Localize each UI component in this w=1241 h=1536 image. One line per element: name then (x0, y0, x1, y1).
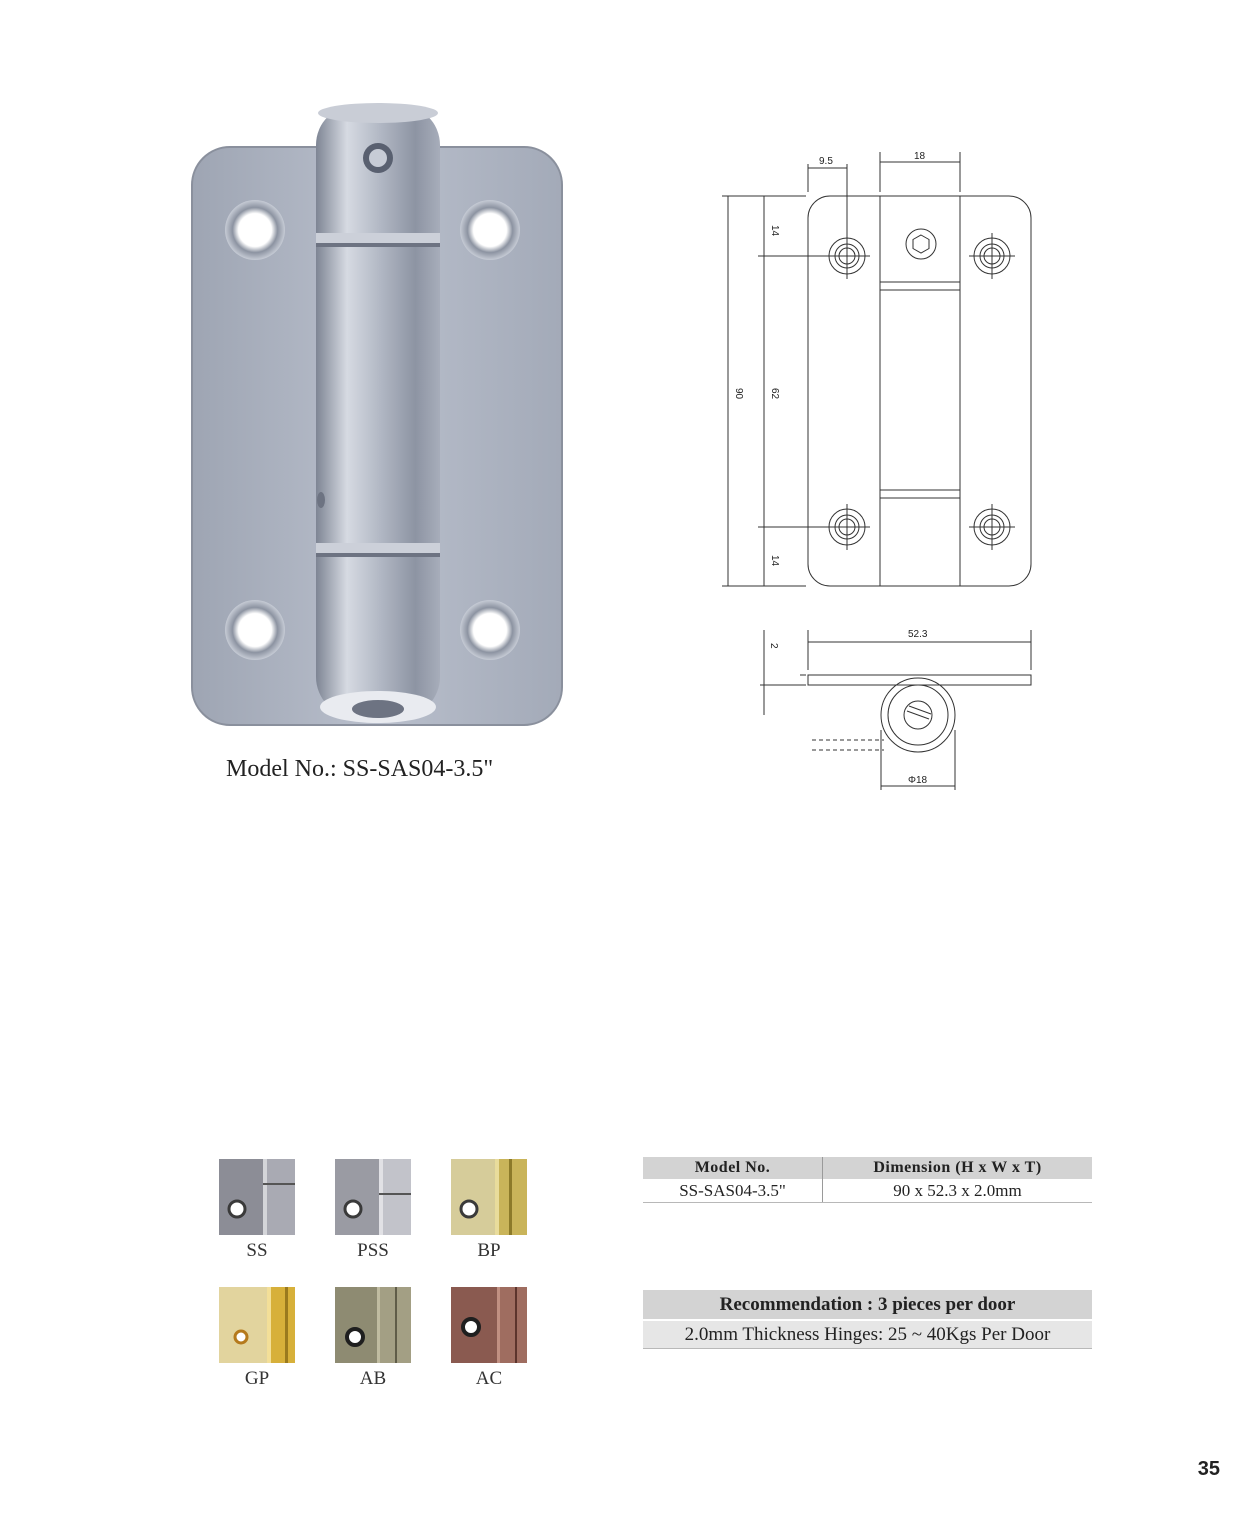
swatch-barrel (497, 1287, 527, 1363)
dim-hole-spacing: 62 (769, 388, 780, 400)
swatch-pss (335, 1159, 411, 1235)
recommendation-title: Recommendation : 3 pieces per door (643, 1290, 1092, 1319)
dim-hole-offset: 9.5 (819, 156, 833, 167)
page-number: 35 (1197, 1458, 1220, 1480)
header-model-no: Model No. (643, 1157, 823, 1179)
swatch-label-ac: AC (475, 1368, 503, 1389)
technical-drawing (700, 140, 1080, 810)
cell-model-no: SS-SAS04-3.5" (643, 1179, 823, 1203)
dim-bottom-margin: 14 (769, 555, 780, 567)
model-caption: Model No.: SS-SAS04-3.5" (226, 756, 494, 782)
cell-dimension: 90 x 52.3 x 2.0mm (823, 1179, 1093, 1203)
recommendation-text: 2.0mm Thickness Hinges: 25 ~ 40Kgs Per Door (643, 1321, 1092, 1349)
spec-table (643, 1157, 1092, 1203)
spec-table-header-row (643, 1157, 1092, 1179)
swatch-barrel (377, 1287, 411, 1363)
table-row (643, 1179, 1092, 1203)
dim-overall-width: 52.3 (908, 629, 928, 640)
swatch-barrel (379, 1159, 411, 1235)
header-dimension: Dimension (H x W x T) (823, 1157, 1093, 1179)
swatch-gp (219, 1287, 295, 1363)
swatch-label-pss: PSS (357, 1240, 389, 1261)
swatch-barrel (263, 1159, 295, 1235)
swatch-ac (451, 1287, 527, 1363)
dim-overall-height: 90 (733, 388, 744, 400)
swatch-ss (219, 1159, 295, 1235)
swatch-label-ss: SS (246, 1240, 268, 1261)
swatch-label-ab: AB (359, 1368, 387, 1389)
dim-thickness: 2 (768, 643, 779, 649)
swatch-ab (335, 1287, 411, 1363)
dim-barrel-diameter: Φ18 (908, 775, 928, 786)
swatch-bp (451, 1159, 527, 1235)
dim-top-margin: 14 (769, 225, 780, 237)
dim-barrel-width: 18 (914, 151, 926, 162)
hinge-product-photo (180, 95, 580, 745)
swatch-barrel (267, 1287, 295, 1363)
swatch-label-bp: BP (477, 1240, 501, 1261)
recommendation-box (643, 1290, 1092, 1349)
swatch-label-gp: GP (244, 1368, 270, 1389)
